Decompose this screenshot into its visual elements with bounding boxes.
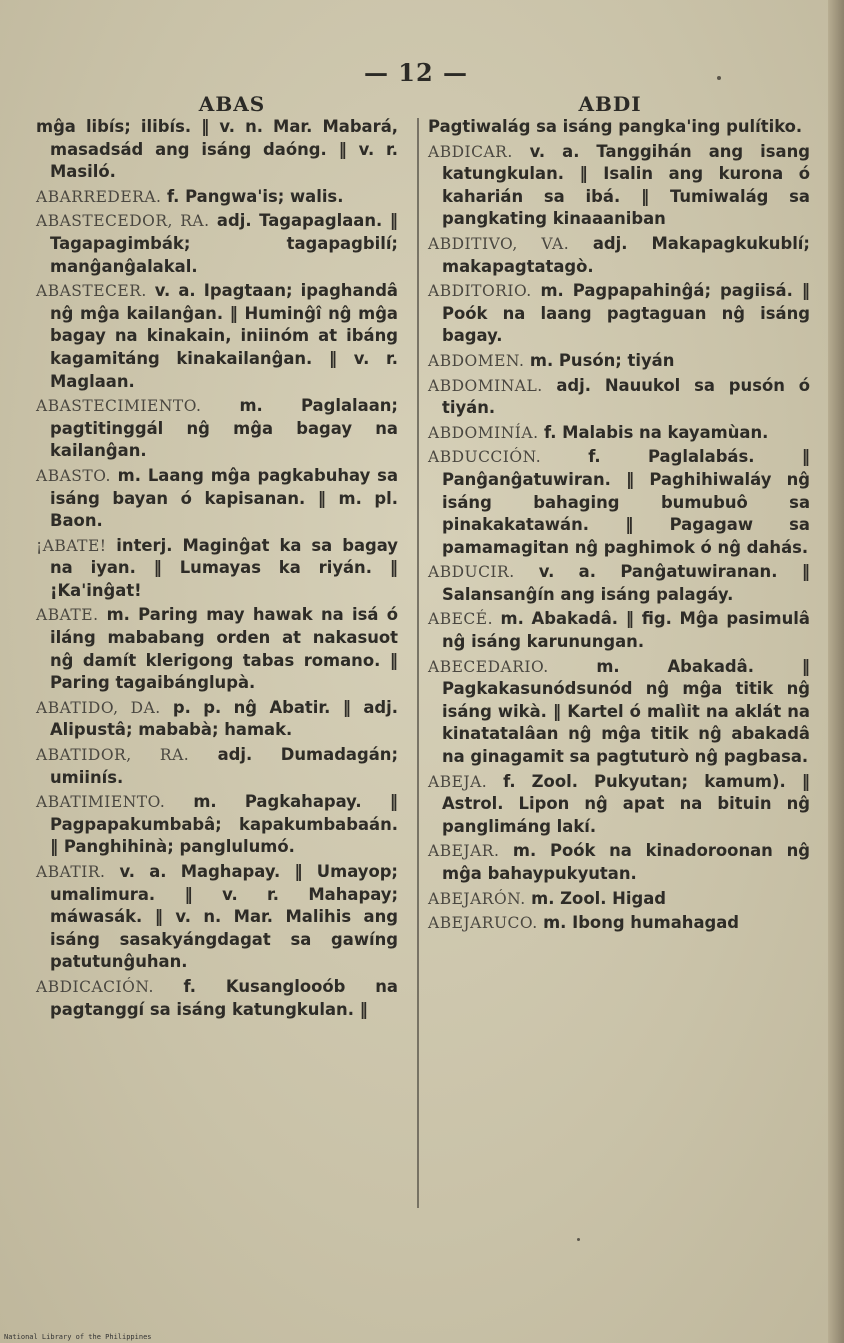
entry-definition: interj. Maginĝat ka sa bagay na iyan. ‖ Lumayas ka riyán. ‖ ¡Ka'inĝat! — [50, 535, 398, 600]
ink-speck — [577, 1238, 580, 1241]
page-number: — 12 — — [363, 58, 469, 87]
entry-definition: m. Laang mĝa pagkabuhay sa isáng bayan ó kapisanan. ‖ m. pl. Baon. — [50, 465, 398, 531]
dictionary-entry — [428, 141, 810, 231]
entry-headword: ABDITORIO. — [428, 282, 532, 301]
entry-definition: m. Poók na kinadoroonan nĝ mĝa bahaypukyutan. — [442, 841, 810, 883]
entry-headword: ABASTO. — [36, 466, 111, 485]
entry-definition: Pagtiwalág sa isáng pangka'ing pulítiko. — [428, 117, 803, 136]
entry-definition: v. a. Tanggihán ang isang katungkulan. ‖ Isalin ang kurona ó kaharián sa ibá. ‖ Tumiwalág sa pangkating kinaaaniban — [442, 141, 810, 229]
entry-definition: f. Malabis na kayamùan. — [544, 422, 769, 442]
entry-headword: ABEJARUCO. — [428, 914, 538, 933]
entry-definition: p. p. nĝ Abatir. ‖ adj. Alipustâ; mababà; hamak. — [50, 697, 398, 740]
right-guide-word: ABDI — [578, 92, 642, 116]
entry-headword: ABDUCIR. — [428, 563, 515, 582]
entry-headword: ABECEDARIO. — [428, 657, 549, 676]
entry-definition: m. Paglalaan; pagtitinggál nĝ mĝa bagay na kailanĝan. — [50, 396, 398, 461]
entry-definition: adj. Makapagkukublí; makapagtatagò. — [442, 233, 810, 276]
dictionary-entry — [428, 233, 810, 278]
entry-headword: ABATIDOR, RA. — [36, 746, 190, 765]
dictionary-entry — [36, 604, 398, 694]
entry-definition: m. Paring may hawak na isá ó iláng mababang orden at nakasuot nĝ damít klerigong tabas romano. ‖ Paring tagaibánglupà. — [50, 605, 398, 693]
dictionary-entry — [428, 422, 810, 445]
entry-definition: m. Abakadâ. ‖ Pagkakasunódsunód nĝ mĝa titik nĝ isáng wikà. ‖ Kartel ó malìit na aklát na kinatatalâan nĝ mĝa titik nĝ abakadâ na ginagamit sa pagtuturò nĝ pagbasa. — [442, 656, 810, 767]
entry-definition: m. Zool. Higad — [531, 888, 666, 908]
entry-definition: m. Pagpapahinĝá; pagiisá. ‖ Poók na laang pagtaguan nĝ isáng bagay. — [442, 281, 810, 346]
entry-definition: m. Pagkahapay. ‖ Pagpapakumbabâ; kapakumbabaán. ‖ Panghihinà; panglulumó. — [50, 792, 398, 857]
dictionary-entry — [36, 186, 398, 209]
entry-definition: m. Ibong humahagad — [543, 913, 740, 933]
dictionary-entry — [428, 771, 810, 839]
dictionary-entry — [36, 744, 398, 789]
entry-headword: ABDOMINÍA. — [428, 423, 539, 442]
dictionary-entry — [428, 375, 810, 420]
entry-headword: ABARREDERA. — [36, 187, 162, 206]
entry-definition: m. Pusón; tiyán — [529, 350, 675, 370]
page-edge-shadow — [828, 0, 844, 1343]
dictionary-entry — [428, 561, 810, 606]
entry-headword: ABASTECIMIENTO. — [36, 397, 202, 416]
entry-definition: adj. Nauukol sa pusón ó tiyán. — [442, 375, 810, 418]
left-guide-word: ABAS — [198, 92, 266, 116]
entry-headword: ABEJAR. — [428, 842, 500, 861]
left-column — [36, 116, 398, 1023]
entry-headword: ABDICAR. — [428, 142, 513, 161]
dictionary-entry — [36, 465, 398, 533]
entry-headword: ¡ABATE! — [36, 536, 107, 555]
entry-headword: ABECÉ. — [428, 610, 493, 629]
entry-headword: ABDITIVO, VA. — [428, 234, 570, 253]
entry-definition: f. Pangwa'is; walis. — [166, 186, 344, 206]
entry-definition: v. a. Maghapay. ‖ Umayop; umalimura. ‖ v. r. Mahapay; máwasák. ‖ v. n. Mar. Malihis ang isáng sasakyángdagat sa gawíng patutunĝuhan. — [50, 862, 398, 972]
dictionary-entry — [428, 608, 810, 653]
entry-definition: f. Kusanglooób na pagtanggí sa isáng katungkulan. ‖ — [50, 976, 398, 1019]
entry-headword: ABATIDO, DA. — [36, 698, 161, 717]
dictionary-entry — [36, 976, 398, 1021]
dictionary-entry — [428, 280, 810, 348]
dictionary-entry — [36, 791, 398, 859]
entry-definition: v. a. Panĝatuwiranan. ‖ Salansanĝín ang isáng palagáy. — [442, 562, 810, 604]
entry-definition: m. Abakadâ. ‖ fig. Mĝa pasimulâ nĝ isáng karunungan. — [442, 609, 810, 652]
ink-speck — [717, 76, 721, 80]
entry-headword: ABDOMEN. — [428, 351, 525, 370]
dictionary-entry — [36, 535, 398, 603]
dictionary-entry — [428, 350, 810, 373]
entry-headword: ABEJARÓN. — [428, 889, 526, 908]
entry-definition: v. a. Ipagtaan; ipaghandâ nĝ mĝa kailanĝan. ‖ Huminĝî nĝ mĝa bagay na kinakain, iniinóm at ibáng kagamitáng kinakailanĝan. ‖ v. r. Maglaan. — [50, 281, 398, 391]
entry-headword: ABATIMIENTO. — [36, 793, 166, 812]
dictionary-entry — [428, 656, 810, 769]
entry-headword: ABASTECER. — [36, 282, 147, 301]
entry-headword: ABEJA. — [428, 772, 488, 791]
dictionary-entry — [36, 210, 398, 278]
entry-headword: ABATIR. — [36, 863, 106, 881]
entry-headword: ABDUCCIÓN. — [428, 448, 542, 467]
entry-definition: mĝa libís; ilibís. ‖ v. n. Mar. Mabará, masadsád ang isáng daóng. ‖ v. r. Masiló. — [36, 117, 398, 182]
entry-definition: adj. Dumadagán; umiinís. — [50, 745, 399, 787]
right-column — [428, 116, 810, 937]
entry-definition: adj. Tagapaglaan. ‖ Tagapagimbák; tagapagbilí; manĝanĝalakal. — [50, 211, 398, 276]
dictionary-entry — [428, 912, 810, 935]
entry-headword: ABATE. — [36, 606, 99, 625]
dictionary-entry — [428, 116, 810, 139]
entry-definition: f. Zool. Pukyutan; kamum). ‖ Astrol. Lipon nĝ apat na bituin nĝ panglimáng lakí. — [442, 771, 811, 836]
entry-headword: ABASTECEDOR, RA. — [36, 212, 210, 231]
entry-headword: ABDICACIÓN. — [36, 977, 154, 996]
footer-credit: National Library of the Philippines — [4, 1333, 152, 1341]
dictionary-entry — [36, 116, 398, 184]
entry-headword: ABDOMINAL. — [428, 376, 543, 395]
column-divider — [417, 118, 419, 1208]
dictionary-entry — [36, 697, 398, 742]
dictionary-entry — [428, 446, 810, 559]
dictionary-entry — [36, 861, 398, 974]
dictionary-entry — [36, 280, 398, 393]
dictionary-entry — [428, 888, 810, 911]
dictionary-entry — [36, 395, 398, 463]
dictionary-entry — [428, 840, 810, 885]
entry-definition: f. Paglalabás. ‖ Panĝanĝatuwiran. ‖ Paghihiwaláy nĝ isáng bahaging bumubuô sa pinakakatawán. ‖ Pagagaw sa pamamagitan nĝ paghimok ó nĝ dahás. — [442, 447, 810, 557]
